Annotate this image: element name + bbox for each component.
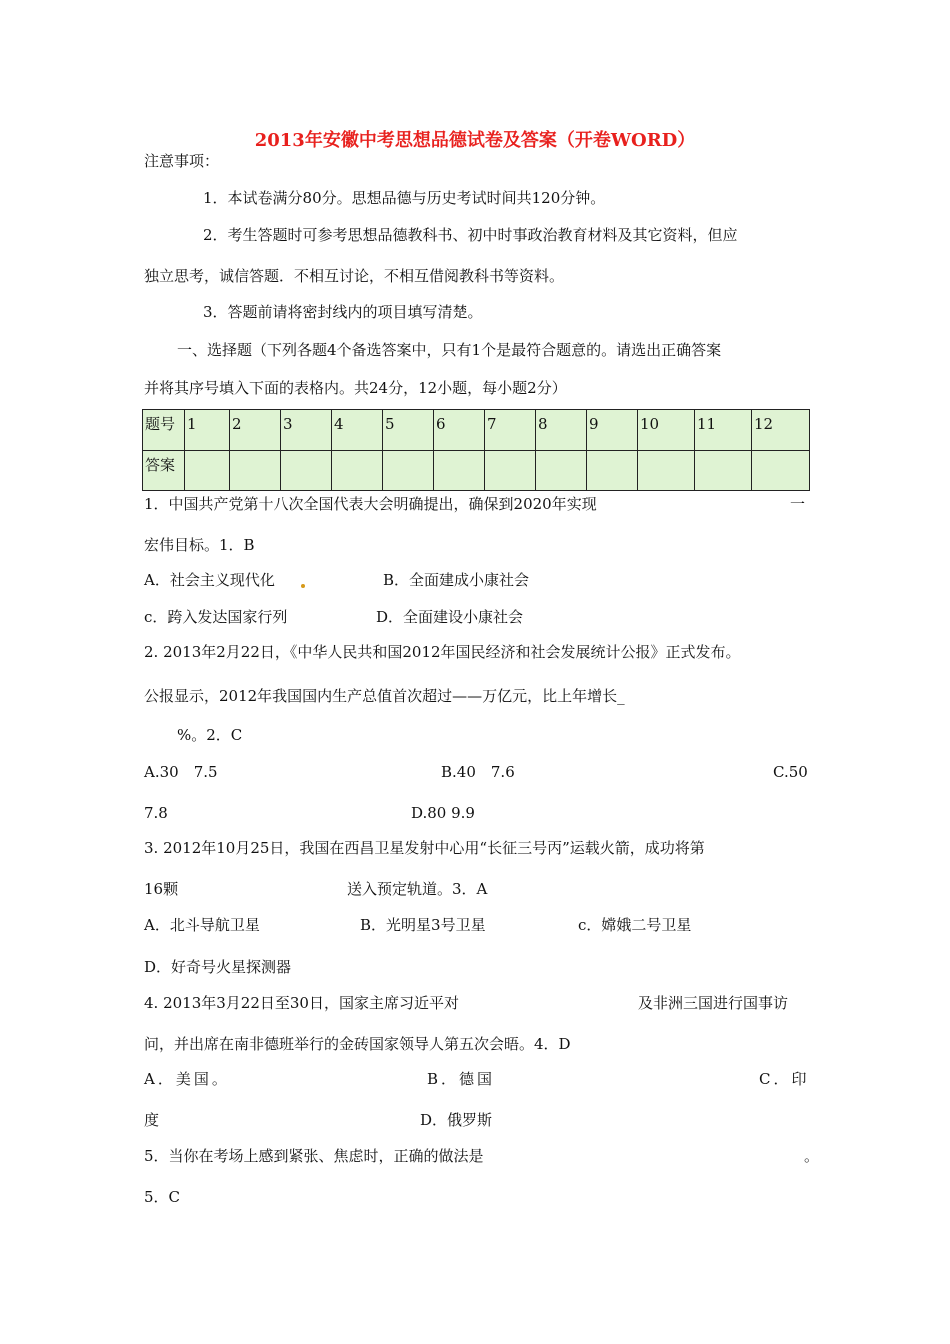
q1-stem-cont: 宏伟目标。1．B bbox=[144, 536, 255, 554]
notice-item-2b: 独立思考，诚信答题．不相互讨论，不相互借阅教科书等资料。 bbox=[144, 267, 565, 285]
notice-item-1: 1．本试卷满分80分。思想品德与历史考试时间共120分钟。 bbox=[203, 189, 606, 207]
question-number-cell: 11 bbox=[695, 410, 752, 451]
q2-stem-cont: 公报显示，2012年我国国内生产总值首次超过——万亿元，比上年增长_ bbox=[144, 687, 625, 705]
q5-stem-cont: 5．C bbox=[144, 1188, 181, 1206]
question-number-cell: 10 bbox=[638, 410, 695, 451]
q4-option-c: C．印 bbox=[759, 1070, 810, 1088]
section-heading-cont: 并将其序号填入下面的表格内。共24分，12小题，每小题2分） bbox=[144, 379, 567, 397]
q4-option-b: B．德国 bbox=[427, 1070, 496, 1088]
question-number-cell: 8 bbox=[536, 410, 587, 451]
answer-cell[interactable] bbox=[485, 450, 536, 491]
q1-option-d: D．全面建设小康社会 bbox=[376, 608, 524, 626]
q4-option-d: D．俄罗斯 bbox=[420, 1111, 493, 1129]
q2-option-b: B.40 7.6 bbox=[441, 763, 515, 781]
question-number-cell: 5 bbox=[383, 410, 434, 451]
q2-option-a: A.30 7.5 bbox=[144, 763, 218, 781]
row-label-number: 题号 bbox=[143, 410, 185, 451]
q1-option-c: c．跨入发达国家行列 bbox=[144, 608, 288, 626]
answer-cell[interactable] bbox=[332, 450, 383, 491]
answer-cell[interactable] bbox=[695, 450, 752, 491]
notice-item-2a: 2．考生答题时可参考思想品德教科书、初中时事政治教育材料及其它资料，但应 bbox=[203, 226, 738, 244]
q3-option-c: c．嫦娥二号卫星 bbox=[578, 916, 692, 934]
q1-option-a: A．社会主义现代化 bbox=[144, 571, 275, 589]
answer-cell[interactable] bbox=[383, 450, 434, 491]
q4-stem: 4. 2013年3月22日至30日，国家主席习近平对 bbox=[144, 994, 459, 1012]
question-number-cell: 1 bbox=[185, 410, 230, 451]
question-number-cell: 6 bbox=[434, 410, 485, 451]
q1-stem-end: 一 bbox=[790, 495, 806, 513]
answer-cell[interactable] bbox=[281, 450, 332, 491]
q3-option-b: B．光明星3号卫星 bbox=[360, 916, 486, 934]
q1-stem: 1．中国共产党第十八次全国代表大会明确提出，确保到2020年实现 bbox=[144, 495, 597, 513]
bullet-dot-icon bbox=[301, 584, 305, 588]
q1-option-b: B．全面建成小康社会 bbox=[383, 571, 530, 589]
table-row-answers bbox=[143, 450, 810, 491]
q3-stem: 3. 2012年10月25日，我国在西昌卫星发射中心用“长征三号丙”运载火箭，成功将第 bbox=[144, 839, 705, 857]
q4-option-c-cont: 度 bbox=[144, 1111, 160, 1129]
q2-stem: 2. 2013年2月22日，《中华人民共和国2012年国民经济和社会发展统计公报》正式发布。 bbox=[144, 643, 741, 661]
q3-option-a: A．北斗导航卫星 bbox=[144, 916, 260, 934]
q4-stem-cont: 问，并出席在南非德班举行的金砖国家领导人第五次会晤。4．D bbox=[144, 1035, 571, 1053]
table-row-numbers bbox=[143, 410, 810, 451]
answer-cell[interactable] bbox=[434, 450, 485, 491]
answer-cell[interactable] bbox=[638, 450, 695, 491]
answer-table bbox=[142, 409, 810, 491]
question-number-cell: 2 bbox=[230, 410, 281, 451]
notice-heading: 注意事项： bbox=[144, 152, 220, 170]
row-label-answer: 答案 bbox=[143, 450, 185, 491]
q5-stem-end: 。 bbox=[804, 1147, 820, 1165]
q2-stem-cont2: %。2．C bbox=[177, 726, 243, 744]
answer-cell[interactable] bbox=[185, 450, 230, 491]
document-title: 2013年安徽中考思想品德试卷及答案（开卷WORD） bbox=[254, 130, 696, 151]
question-number-cell: 4 bbox=[332, 410, 383, 451]
question-number-cell: 3 bbox=[281, 410, 332, 451]
q3-option-d: D．好奇号火星探测器 bbox=[144, 958, 292, 976]
q4-stem-end: 及非洲三国进行国事访 bbox=[638, 994, 789, 1012]
answer-cell[interactable] bbox=[587, 450, 638, 491]
q2-option-c-cont: 7.8 bbox=[144, 804, 168, 822]
section-heading: 一、选择题（下列各题4个备选答案中，只有1个是最符合题意的。请选出正确答案 bbox=[177, 341, 722, 359]
q5-stem: 5．当你在考场上感到紧张、焦虑时，正确的做法是 bbox=[144, 1147, 484, 1165]
question-number-cell: 7 bbox=[485, 410, 536, 451]
q2-option-d: D.80 9.9 bbox=[411, 804, 475, 822]
q2-option-c: C.50 bbox=[773, 763, 808, 781]
notice-item-3: 3．答题前请将密封线内的项目填写清楚。 bbox=[203, 303, 483, 321]
q3-stem-cont: 16颗 bbox=[144, 880, 179, 898]
q4-option-a: A．美国。 bbox=[144, 1070, 230, 1088]
question-number-cell: 9 bbox=[587, 410, 638, 451]
answer-cell[interactable] bbox=[230, 450, 281, 491]
question-number-cell: 12 bbox=[752, 410, 810, 451]
answer-cell[interactable] bbox=[752, 450, 810, 491]
q3-stem-cont2: 送入预定轨道。3．A bbox=[347, 880, 488, 898]
answer-cell[interactable] bbox=[536, 450, 587, 491]
